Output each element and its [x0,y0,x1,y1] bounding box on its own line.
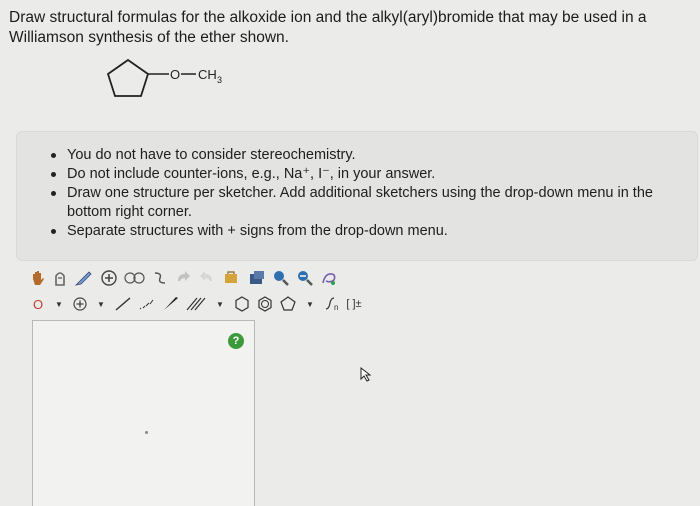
hash-bond-icon[interactable] [137,293,157,315]
atom-selector[interactable] [30,293,46,315]
instruction-item: You do not have to consider stereochemistry. [31,146,697,165]
oxygen-label: O [170,67,181,82]
pencil-icon[interactable] [74,267,94,289]
charge-icon[interactable] [100,267,118,289]
erase-icon[interactable] [52,267,68,289]
instruction-list [17,132,697,241]
help-label: ? [232,335,240,347]
instructions-box [16,131,698,261]
wedge-bond-icon[interactable] [162,293,180,315]
chevron-down-icon[interactable]: ▼ [97,299,105,309]
charge-plus-icon[interactable] [72,293,88,315]
instruction-item: Draw one structure per sketcher. Add additional sketchers using the drop-down menu in the bottom right corner. [31,184,697,222]
cyclohexane-icon[interactable] [233,293,251,315]
undo-icon[interactable] [174,267,192,289]
zoom-out-icon[interactable] [296,267,314,289]
bracket-label: [ ]± [346,298,362,310]
bracket-icon[interactable] [346,293,362,315]
chevron-down-icon[interactable]: ▼ [216,299,224,309]
methyl-subscript: 3 [217,75,223,85]
sketcher-toolbar-bottom [30,292,370,316]
single-bond-icon[interactable] [114,293,132,315]
help-icon[interactable] [228,333,244,349]
template-icon[interactable] [248,267,266,289]
question-text: Draw structural formulas for the alkoxide ion and the alkyl(aryl)bromide that may be used in a Williamson synthesis of the ether shown. [9,9,647,46]
benzene-icon[interactable] [256,293,274,315]
cyclopentane-icon[interactable] [279,293,297,315]
cyclopentane-ring [108,60,148,96]
methyl-label: CH [198,67,217,82]
hand-icon[interactable] [30,267,46,289]
chevron-down-icon[interactable]: ▼ [306,299,314,309]
svg-text:n: n [334,303,339,312]
chain-icon[interactable] [152,267,168,289]
chevron-down-icon[interactable]: ▼ [55,299,63,309]
clean-structure-icon[interactable] [222,267,242,289]
multi-bond-icon[interactable] [185,293,207,315]
canvas-dot [145,431,148,434]
sketcher-canvas[interactable] [32,320,255,506]
instruction-item: Do not include counter-ions, e.g., Na⁺, I⁻, in your answer. [31,165,697,184]
zoom-in-icon[interactable] [272,267,290,289]
redo-icon[interactable] [198,267,216,289]
atom-label: O [32,296,44,312]
sketcher-toolbar-top [30,265,370,291]
sgroup-icon[interactable] [323,293,341,315]
ether-structure [100,52,250,112]
atom-map-icon[interactable] [124,267,146,289]
lasso-icon[interactable] [320,267,338,289]
instruction-item: Separate structures with + signs from the drop-down menu. [31,222,697,241]
mouse-cursor-icon [359,366,373,382]
